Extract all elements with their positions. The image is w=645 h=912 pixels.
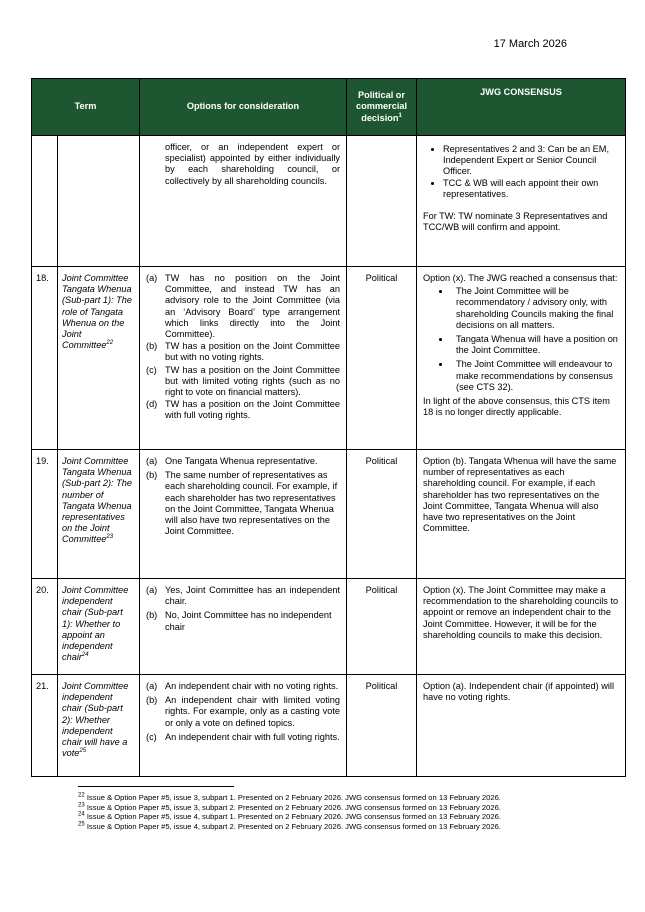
row-jwg: [417, 136, 626, 267]
row-decision: Political: [347, 675, 417, 777]
option-text: One Tangata Whenua representative.: [165, 456, 318, 466]
row-jwg: [417, 267, 626, 450]
options-continuation: officer, or an independent expert or specialist) appointed by either individually by each shareholding council, or collectively by all shareholding councils.: [165, 142, 341, 186]
table-row: [32, 579, 626, 675]
term-text: Joint Committee Tangata Whenua (Sub-part 1): The role of Tangata Whenua on the Joint Committee: [62, 273, 132, 351]
footnote: [78, 812, 598, 822]
option-item: [146, 610, 340, 632]
row-decision: Political: [347, 579, 417, 675]
footnote-ref: 23: [106, 534, 114, 541]
jwg-outro: In light of the above consensus, this CTS item 18 is no longer directly applicable.: [423, 396, 610, 418]
footnote-text: Issue & Option Paper #5, issue 3, subpart 2. Presented on 2 February 2026. JWG consensus formed on 13 February 2026.: [86, 802, 501, 812]
row-decision: Political: [347, 267, 417, 450]
option-text: An independent chair with full voting rights.: [165, 731, 340, 742]
option-label: (a): [146, 456, 158, 466]
row-options: [140, 675, 347, 777]
row-options: [140, 267, 347, 450]
option-item: [146, 470, 340, 537]
header-options: Options for consideration: [140, 79, 347, 136]
option-item: [146, 695, 340, 729]
table-row: [32, 136, 626, 267]
footnote: [78, 822, 598, 832]
row-term: [58, 267, 140, 450]
header-political-label: Political or commercial decision: [355, 90, 408, 123]
row-options: [140, 579, 347, 675]
row-jwg: Option (b). Tangata Whenua will have the same number of representatives as each shareholding council. For example, if each shareholder has two representatives on the Joint Committee, Tangata Whenua will also have two representatives on the Joint Committee.: [417, 450, 626, 579]
footnote: [78, 803, 598, 813]
term-text: Joint Committee Tangata Whenua (Sub-part 2): The number of Tangata Whenua representatives on the Joint Committee: [62, 456, 132, 545]
row-term: [58, 136, 140, 267]
footnote: [78, 793, 598, 803]
option-text: An independent chair with limited voting rights. For example, only as a casting vote or only a vote on defined topics.: [165, 695, 341, 728]
row-number: 19.: [32, 450, 58, 579]
option-text: Yes, Joint Committee has an independent chair.: [165, 585, 341, 607]
table-row: [32, 450, 626, 579]
jwg-bullet-list: [423, 144, 619, 200]
header-jwg: JWG CONSENSUS: [417, 79, 626, 136]
footnote-ref: 25: [79, 748, 87, 755]
row-decision: [347, 136, 417, 267]
table-header-row: [32, 79, 626, 136]
option-text: TW has a position on the Joint Committee but with no voting rights.: [165, 341, 341, 363]
footnote-number: 23: [78, 802, 85, 809]
row-options: [140, 450, 347, 579]
jwg-intro: Option (x). The JWG reached a consensus that:: [423, 273, 618, 283]
option-text: An independent chair with no voting rights.: [165, 681, 339, 691]
term-text: Joint Committee independent chair (Sub-part 1): Whether to appoint an independent chair: [62, 585, 129, 663]
row-jwg: Option (a). Independent chair (if appointed) will have no voting rights.: [417, 675, 626, 777]
option-text: TW has a position on the Joint Committee with full voting rights.: [165, 399, 341, 421]
option-label: (a): [146, 273, 158, 283]
option-item: [146, 341, 340, 363]
option-item: [146, 732, 340, 743]
row-decision: Political: [347, 450, 417, 579]
footnote-number: 22: [78, 792, 85, 799]
option-item: [146, 456, 340, 467]
list-item: • Representatives 2 and 3: Can be an EM, Independent Expert or Senior Council Officer.: [443, 144, 619, 178]
footnote-ref: 24: [81, 652, 89, 659]
row-number: [32, 136, 58, 267]
option-text: TW has a position on the Joint Committee but with limited voting rights (such as no right to vote on financial matters).: [165, 364, 341, 398]
footnote-number: 24: [78, 811, 85, 818]
list-item: • The Joint Committee will be recommendatory / advisory only, with shareholding Councils making the final decisions on all matters.: [451, 286, 619, 331]
option-item: [146, 399, 340, 421]
footnotes: [78, 793, 598, 831]
option-item: [146, 273, 340, 340]
option-label: (b): [146, 470, 158, 481]
option-text: TW has no position on the Joint Committee, and instead TW has an advisory role to the Joint Committee (via an ‘Advisory Board’ type arrangement which links directly into the Joint Committee).: [165, 273, 341, 340]
option-label: (a): [146, 585, 158, 595]
option-label: (b): [146, 695, 158, 706]
row-number: 21.: [32, 675, 58, 777]
footnote-number: 25: [78, 821, 85, 828]
header-political-footnote: 1: [398, 112, 402, 119]
option-text: No, Joint Committee has no independent chair: [165, 610, 332, 632]
footnote-text: Issue & Option Paper #5, issue 4, subpart 2. Presented on 2 February 2026. JWG consensus formed on 13 February 2026.: [86, 821, 501, 831]
list-item: • Tangata Whenua will have a position on the Joint Committee.: [451, 334, 619, 356]
list-item: • The Joint Committee will endeavour to make recommendations by consensus (see CTS 32).: [451, 359, 619, 393]
option-item: [146, 681, 340, 692]
option-text: The same number of representatives as each shareholding council. For example, if each shareholder has two representatives on the Joint Committee, Tangata Whenua will also have two representatives on the Joint Committee.: [165, 470, 338, 537]
row-term: [58, 579, 140, 675]
footnote-text: Issue & Option Paper #5, issue 3, subpart 1. Presented on 2 February 2026. JWG consensus formed on 13 February 2026.: [86, 793, 501, 802]
option-item: [146, 585, 340, 607]
table-row: [32, 267, 626, 450]
document-date: 17 March 2026: [493, 38, 567, 50]
footnote-ref: 22: [106, 340, 114, 347]
table-row: [32, 675, 626, 777]
option-label: (a): [146, 681, 158, 691]
option-label: (b): [146, 610, 158, 621]
footnote-text: Issue & Option Paper #5, issue 4, subpart 1. Presented on 2 February 2026. JWG consensus formed on 13 February 2026.: [86, 812, 501, 822]
option-label: (b): [146, 341, 158, 352]
jwg-text: For TW: TW nominate 3 Representatives and TCC/WB will confirm and appoint.: [423, 211, 608, 233]
terms-table: [31, 78, 626, 777]
term-text: Joint Committee independent chair (Sub-part 2): Whether independent chair will have a vote: [62, 681, 129, 759]
row-number: 20.: [32, 579, 58, 675]
header-term: Term: [32, 79, 140, 136]
row-term: [58, 675, 140, 777]
option-label: (c): [146, 364, 157, 375]
row-number: 18.: [32, 267, 58, 450]
option-label: (d): [146, 399, 158, 410]
footnote-divider: [78, 786, 234, 787]
jwg-bullet-list: [423, 286, 619, 393]
row-options: [140, 136, 347, 267]
row-jwg: Option (x). The Joint Committee may make a recommendation to the shareholding councils to appoint or remove an independent chair to the Joint Committee. However, it will be for the shareholding councils to make this decision.: [417, 579, 626, 675]
list-item: • TCC & WB will each appoint their own representatives.: [443, 178, 619, 200]
option-label: (c): [146, 731, 157, 742]
header-political: [347, 79, 417, 136]
option-item: [146, 365, 340, 399]
row-term: [58, 450, 140, 579]
